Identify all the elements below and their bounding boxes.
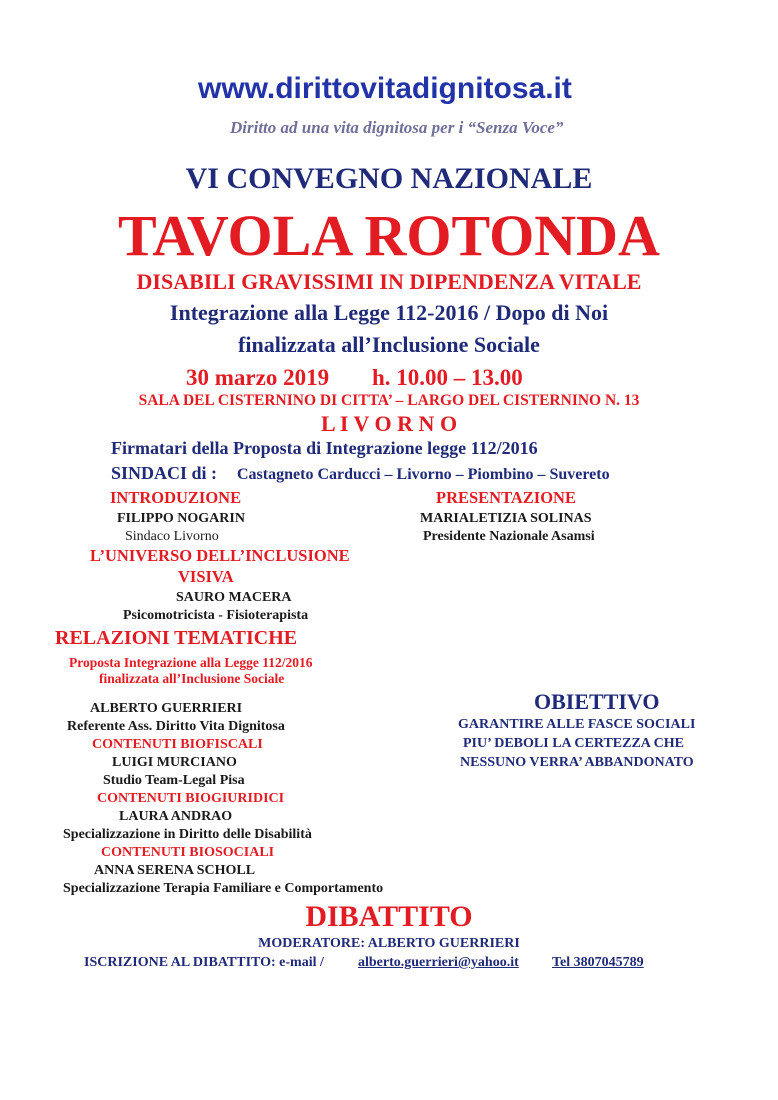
relazioni-sub-2: finalizzata all’Inclusione Sociale — [99, 671, 285, 686]
event-time: h. 10.00 – 13.00 — [372, 365, 523, 390]
debate-heading: DIBATTITO — [305, 900, 473, 933]
speaker-2-role: Studio Team-Legal Pisa — [103, 773, 245, 788]
presentation-name: MARIALETIZIA SOLINAS — [420, 511, 592, 526]
edition-heading: VI CONVEGNO NAZIONALE — [185, 162, 593, 195]
event-date: 30 marzo 2019 — [186, 365, 330, 390]
registration-email[interactable]: alberto.guerrieri@yahoo.it — [358, 955, 519, 970]
objective-heading: OBIETTIVO — [534, 689, 660, 714]
moderator-line: MODERATORE: ALBERTO GUERRIERI — [258, 936, 520, 951]
presentation-heading: PRESENTAZIONE — [436, 488, 576, 507]
speaker-2-name: LUIGI MURCIANO — [112, 755, 237, 770]
universe-heading-1: L’UNIVERSO DELL’INCLUSIONE — [90, 546, 350, 565]
intro-heading: INTRODUZIONE — [110, 488, 242, 507]
objective-line-3: NESSUNO VERRA’ ABBANDONATO — [460, 755, 694, 770]
universe-role: Psicomotricista - Fisioterapista — [123, 608, 309, 623]
relazioni-heading: RELAZIONI TEMATICHE — [55, 627, 298, 649]
speaker-1-role: Referente Ass. Diritto Vita Dignitosa — [67, 719, 285, 734]
theme-line-1: Integrazione alla Legge 112-2016 / Dopo di Noi — [169, 300, 609, 325]
universe-heading-2: VISIVA — [178, 567, 234, 586]
intro-name: FILIPPO NOGARIN — [117, 511, 245, 526]
signatories-line: Firmatari della Proposta di Integrazione legge 112/2016 — [111, 438, 538, 458]
registration-label: ISCRIZIONE AL DIBATTITO: e-mail / — [84, 955, 324, 970]
mayors-label: SINDACI di : — [111, 463, 218, 483]
event-city: L I V O R N O — [320, 411, 458, 436]
registration-phone[interactable]: Tel 3807045789 — [552, 955, 644, 970]
speaker-3-role: Specializzazione in Diritto delle Disabilità — [63, 827, 312, 842]
topic-biogiuridici: CONTENUTI BIOGIURIDICI — [97, 791, 285, 806]
presentation-role: Presidente Nazionale Asamsi — [423, 529, 595, 544]
objective-line-1: GARANTIRE ALLE FASCE SOCIALI — [458, 717, 696, 732]
event-venue: SALA DEL CISTERNINO DI CITTA’ – LARGO DEL CISTERNINO N. 13 — [138, 392, 640, 409]
speaker-1-name: ALBERTO GUERRIERI — [90, 701, 243, 716]
website-link[interactable]: www.dirittovitadignitosa.it — [198, 72, 572, 105]
theme-line-2: finalizzata all’Inclusione Sociale — [238, 332, 540, 357]
mayors-list: Castagneto Carducci – Livorno – Piombino – Suvereto — [237, 466, 610, 483]
topic-biosociali: CONTENUTI BIOSOCIALI — [101, 845, 275, 860]
event-subtitle: DISABILI GRAVISSIMI IN DIPENDENZA VITALE — [136, 269, 642, 294]
slogan: Diritto ad una vita dignitosa per i “Senza Voce” — [230, 118, 564, 137]
page-title: TAVOLA ROTONDA — [118, 203, 660, 268]
relazioni-sub-1: Proposta Integrazione alla Legge 112/2016 — [69, 655, 313, 670]
objective-line-2: PIU’ DEBOLI LA CERTEZZA CHE — [463, 736, 684, 751]
universe-name: SAURO MACERA — [176, 590, 292, 605]
speaker-4-name: ANNA SERENA SCHOLL — [94, 863, 256, 878]
speaker-4-role: Specializzazione Terapia Familiare e Comportamento — [63, 881, 384, 896]
speaker-3-name: LAURA ANDRAO — [119, 809, 233, 824]
topic-biofiscali: CONTENUTI BIOFISCALI — [92, 737, 263, 752]
intro-role: Sindaco Livorno — [125, 529, 219, 544]
